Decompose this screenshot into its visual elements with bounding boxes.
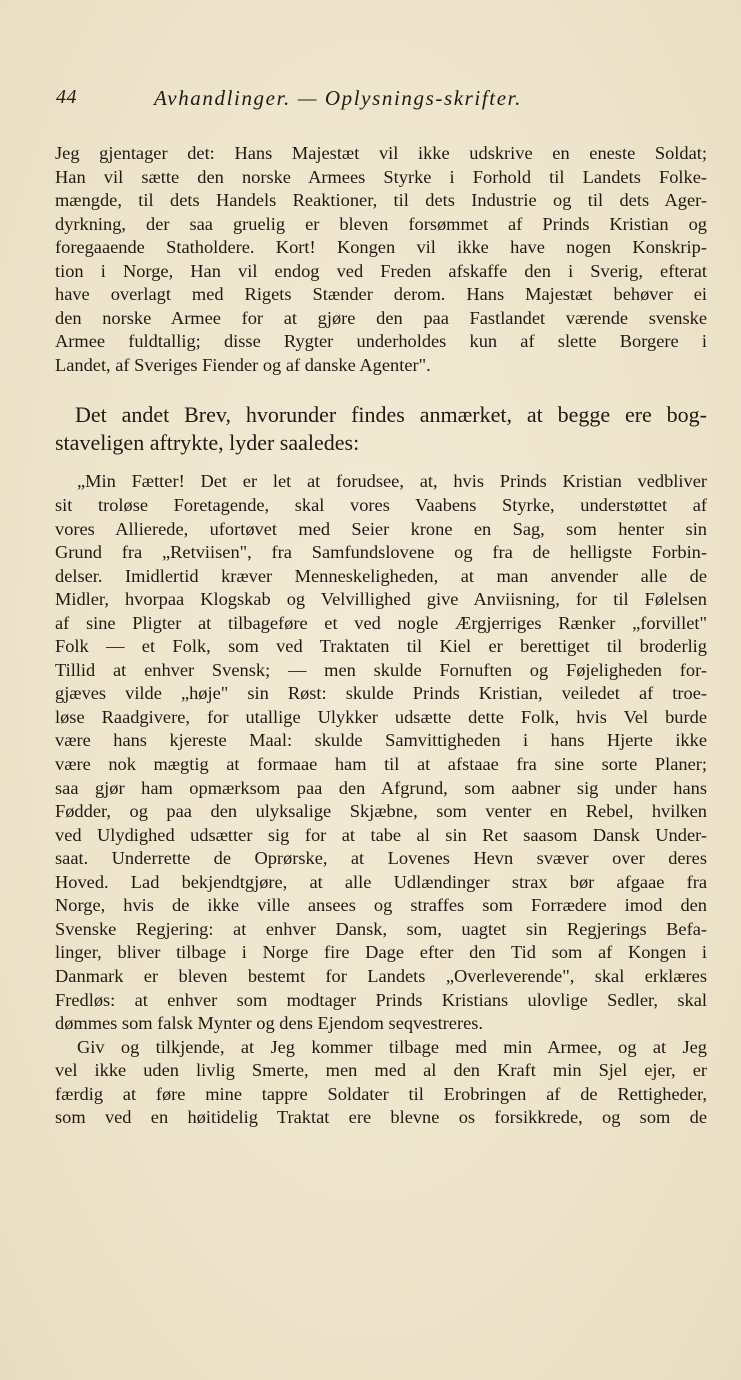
page-body	[55, 142, 707, 1130]
text-line: dyrkning, der saa gruelig er bleven forsømmet af Prinds Kristian og	[55, 213, 707, 234]
text-line: dømmes som falsk Mynter og dens Ejendom seqvestreres.	[55, 1013, 484, 1034]
text-line: Folk — et Folk, som ved Traktaten til Kiel er berettiget til broderlig	[55, 636, 707, 657]
text-line: delser. Imidlertid kræver Menneskeligheden, at man anvender alle de	[55, 565, 707, 586]
page-number: 44	[56, 86, 77, 108]
text-line: Midler, hvorpaa Klogskab og Velvillighed give Anviisning, for til Følelsen	[55, 589, 707, 610]
text-line: Fødder, og paa den ulyksalige Skjæbne, som venter en Rebel, hvilken	[55, 801, 707, 822]
text-line: som ved en høitidelig Traktat ere blevne os forsikkrede, og som de	[55, 1107, 707, 1128]
text-line: Grund fra „Retviisen", fra Samfundslovene og fra de helligste Forbin-	[55, 542, 707, 563]
text-line: Giv og tilkjende, at Jeg kommer tilbage med min Armee, og at Jeg	[77, 1036, 707, 1057]
text-line: „Min Fætter! Det er let at forudsee, at, hvis Prinds Kristian vedbliver	[77, 471, 707, 492]
text-line: Norge, hvis de ikke ville ansees og straffes som Forrædere imod den	[55, 895, 707, 916]
text-line: saa gjør ham opmærksom paa den Afgrund, som aabner sig under hans	[55, 777, 707, 798]
text-line: være nok mægtig at formaae ham til at afstaae fra sine sorte Planer;	[55, 754, 707, 775]
page-header	[56, 86, 706, 116]
text-line: sit troløse Foretagende, skal vores Vaabens Styrke, understøttet af	[55, 495, 707, 516]
text-line: foregaaende Statholdere. Kort! Kongen vil ikke have nogen Konskrip-	[55, 237, 707, 258]
text-line: vores Allierede, ufortøvet med Seier krone en Sag, som henter sin	[55, 518, 707, 539]
text-line: være hans kjereste Maal: skulde Samvittigheden i hans Hjerte ikke	[55, 730, 707, 751]
text-line: Svenske Regjering: at enhver Dansk, som, uagtet sin Regjerings Befa-	[55, 918, 707, 939]
text-line: Hoved. Lad bekjendtgjøre, at alle Udlændinger strax bør afgaae fra	[55, 871, 707, 892]
text-line: linger, bliver tilbage i Norge fire Dage efter den Tid som af Kongen i	[55, 942, 707, 963]
text-line: gjæves vilde „høje" sin Røst: skulde Prinds Kristian, veiledet af troe-	[55, 683, 707, 704]
text-line: af sine Pligter at tilbageføre et ved nogle Ærgjerriges Rænker „forvillet"	[55, 612, 707, 633]
text-line: den norske Armee for at gjøre den paa Fastlandet værende svenske	[55, 307, 707, 328]
text-line: Tillid at enhver Svensk; — men skulde Fornuften og Føjeligheden for-	[55, 659, 707, 680]
text-line: tion i Norge, Han vil endog ved Freden afskaffe den i Sverig, efterat	[55, 260, 707, 281]
text-line: Jeg gjentager det: Hans Majestæt vil ikke udskrive en eneste Soldat;	[55, 143, 707, 163]
text-line: Danmark er bleven bestemt for Landets „Overleverende", skal erklæres	[55, 965, 707, 986]
paragraph-last	[55, 1036, 707, 1130]
text-line: Landet, af Sveriges Fiender og af danske Agenter".	[55, 354, 431, 375]
text-line: saat. Underrette de Oprørske, at Lovenes Hevn svæver over deres	[55, 848, 707, 869]
text-line: løse Raadgivere, for utallige Ulykker udsætte dette Folk, hvis Vel burde	[55, 706, 707, 727]
text-line: ved Ulydighed udsætter sig for at tabe al sin Ret saasom Dansk Under-	[55, 824, 707, 845]
text-line: mængde, til dets Handels Reaktioner, til dets Industrie og til dets Ager-	[55, 190, 707, 211]
heading-line: staveligen aftrykte, lyder saaledes:	[55, 429, 360, 455]
text-line: Han vil sætte den norske Armees Styrke i Forhold til Landets Folke-	[55, 166, 707, 187]
quoted-letter	[55, 470, 707, 1035]
paragraph-first	[55, 142, 707, 377]
text-line: vel ikke uden livlig Smerte, men med al den Kraft min Sjel ejer, er	[55, 1060, 707, 1081]
text-line: Fredløs: at enhver som modtager Prinds Kristians ulovlige Sedler, skal	[55, 989, 707, 1010]
section-heading	[55, 401, 707, 456]
heading-line: Det andet Brev, hvorunder findes anmærket, at begge ere bog-	[75, 402, 707, 428]
text-line: have overlagt med Rigets Stænder derom. Hans Majestæt behøver ei	[55, 284, 707, 305]
text-line: færdig at føre mine tappre Soldater til Erobringen af de Rettigheder,	[55, 1083, 707, 1104]
text-line: Armee fuldtallig; disse Rygter underholdes kun af slette Borgere i	[55, 331, 707, 352]
running-title: Avhandlinger. — Oplysnings-skrifter.	[154, 86, 522, 110]
